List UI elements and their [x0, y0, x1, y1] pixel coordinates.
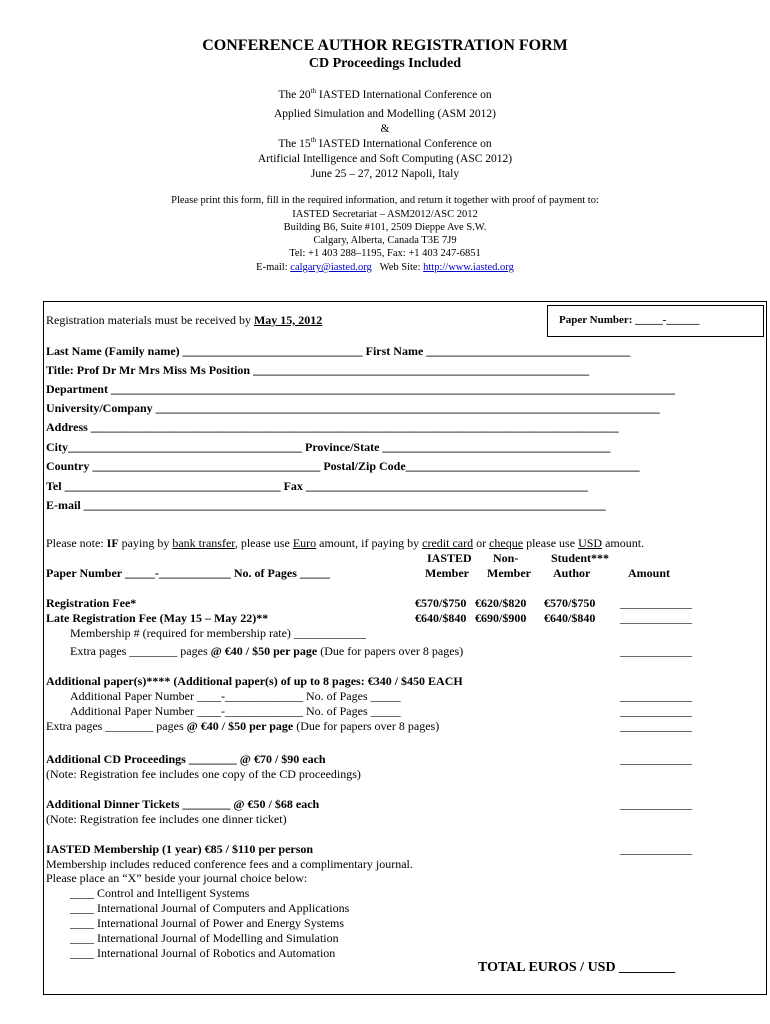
email-link[interactable]: calgary@iasted.org [290, 262, 372, 273]
extra-pages-row[interactable]: Extra pages ________ pages @ €40 / $50 per page (Due for papers over 8 pages) [70, 644, 464, 658]
amount-blank-reg[interactable]: ____________ [620, 596, 692, 610]
journal-option[interactable]: ____ International Journal of Power and Energy Systems [70, 916, 345, 930]
amount-blank-extra[interactable]: ____________ [620, 644, 692, 658]
title-position-fields[interactable]: Title: Prof Dr Mr Mrs Miss Ms Position ________________________________________________________ [46, 363, 590, 377]
col-non-top: Non- [493, 551, 519, 565]
department-field[interactable]: Department ______________________________________________________________________________________________ [46, 382, 675, 396]
conference-1-line: The 20th IASTED International Conference on [278, 87, 492, 101]
reg-fee-student: €570/$750 [544, 596, 596, 610]
address-line-3: Calgary, Alberta, Canada T3E 7J9 [313, 235, 457, 246]
website-link[interactable]: http://www.iasted.org [423, 262, 514, 273]
email-web-line: E-mail: calgary@iasted.org Web Site: http://www.iasted.org [256, 262, 514, 273]
dinner-tickets-row[interactable]: Additional Dinner Tickets ________ @ €50 / $68 each [46, 797, 320, 811]
payment-note: Please note: IF paying by bank transfer, please use Euro amount, if paying by credit card or cheque please use USD amount. [46, 536, 645, 550]
journal-option[interactable]: ____ Control and Intelligent Systems [70, 886, 250, 900]
late-fee-student: €640/$840 [544, 611, 596, 625]
additional-papers-title: Additional paper(s)**** (Additional paper(s) of up to 8 pages: €340 / $450 EACH [46, 674, 463, 688]
amount-blank-add-extra[interactable]: ____________ [620, 719, 692, 733]
conference-2-line: The 15th IASTED International Conference on [278, 136, 492, 150]
journal-option[interactable]: ____ International Journal of Computers and Applications [70, 901, 350, 915]
cd-note: (Note: Registration fee includes one copy of the CD proceedings) [46, 767, 361, 781]
amount-blank-add2[interactable]: ____________ [620, 704, 692, 718]
reg-fee-non: €620/$820 [475, 596, 527, 610]
ampersand: & [380, 123, 390, 135]
city-province-fields[interactable]: City_______________________________________ Province/State ______________________________________ [46, 440, 611, 454]
journal-option[interactable]: ____ International Journal of Robotics and Automation [70, 946, 336, 960]
address-line-1: IASTED Secretariat – ASM2012/ASC 2012 [292, 209, 478, 220]
amount-blank-dinner[interactable]: ____________ [620, 797, 692, 811]
conference-dates: June 25 – 27, 2012 Napoli, Italy [310, 168, 460, 180]
col-iasted-top: IASTED [427, 551, 472, 565]
paper-number-box[interactable]: Paper Number: _____-______ [547, 305, 764, 337]
address-field[interactable]: Address ________________________________________________________________________________________ [46, 420, 619, 434]
late-fee-iasted: €640/$840 [415, 611, 467, 625]
country-postal-fields[interactable]: Country ______________________________________ Postal/Zip Code_______________________________________ [46, 459, 640, 473]
additional-paper-1[interactable]: Additional Paper Number ____-_____________ No. of Pages _____ [70, 689, 401, 703]
reg-fee-iasted: €570/$750 [415, 596, 467, 610]
registration-fee-label: Registration Fee* [46, 596, 137, 610]
university-field[interactable]: University/Company ____________________________________________________________________________________ [46, 401, 660, 415]
total-amount[interactable]: TOTAL EUROS / USD ________ [478, 960, 676, 975]
instructions: Please print this form, fill in the required information, and return it together with proof of payment to: [171, 195, 599, 206]
phone-fax-line: Tel: +1 403 288–1195, Fax: +1 403 247-6851 [289, 248, 481, 259]
col-student-bottom: Author [553, 566, 591, 580]
tel-fax-fields[interactable]: Tel ____________________________________ Fax _______________________________________________ [46, 479, 588, 493]
journal-instructions: Please place an “X” beside your journal choice below: [46, 871, 308, 885]
membership-title: IASTED Membership (1 year) €85 / $110 per person [46, 842, 314, 856]
form-subtitle: CD Proceedings Included [308, 56, 462, 71]
cd-proceedings-row[interactable]: Additional CD Proceedings ________ @ €70 / $90 each [46, 752, 326, 766]
amount-blank-add1[interactable]: ____________ [620, 689, 692, 703]
membership-number-field[interactable]: Membership # (required for membership rate) ____________ [70, 626, 366, 640]
late-fee-label: Late Registration Fee (May 15 – May 22)** [46, 611, 269, 625]
name-fields[interactable]: Last Name (Family name) ______________________________ First Name __________________________________ [46, 344, 631, 358]
paper-number-row[interactable]: Paper Number _____-____________ No. of Pages _____ [46, 566, 330, 580]
additional-paper-2[interactable]: Additional Paper Number ____-_____________ No. of Pages _____ [70, 704, 401, 718]
conference-1-name: Applied Simulation and Modelling (ASM 2012) [273, 108, 496, 120]
late-fee-non: €690/$900 [475, 611, 527, 625]
conference-2-name: Artificial Intelligence and Soft Computing (ASC 2012) [257, 153, 513, 165]
journal-option[interactable]: ____ International Journal of Modelling and Simulation [70, 931, 339, 945]
col-student-top: Student*** [551, 551, 610, 565]
membership-info: Membership includes reduced conference fees and a complimentary journal. [46, 857, 413, 871]
amount-blank-membership[interactable]: ____________ [620, 842, 692, 856]
deadline-text: Registration materials must be received by May 15, 2012 [46, 313, 323, 327]
amount-blank-late[interactable]: ____________ [620, 611, 692, 625]
email-field[interactable]: E-mail _______________________________________________________________________________________ [46, 498, 606, 512]
dinner-note: (Note: Registration fee includes one dinner ticket) [46, 812, 287, 826]
additional-extra-pages[interactable]: Extra pages ________ pages @ €40 / $50 per page (Due for papers over 8 pages) [46, 719, 440, 733]
address-line-2: Building B6, Suite #101, 2509 Dieppe Ave S.W. [283, 222, 487, 233]
form-title: CONFERENCE AUTHOR REGISTRATION FORM [202, 37, 568, 54]
col-amount: Amount [628, 566, 671, 580]
col-non-bottom: Member [487, 566, 531, 580]
col-iasted-bottom: Member [425, 566, 469, 580]
amount-blank-cd[interactable]: ____________ [620, 752, 692, 766]
